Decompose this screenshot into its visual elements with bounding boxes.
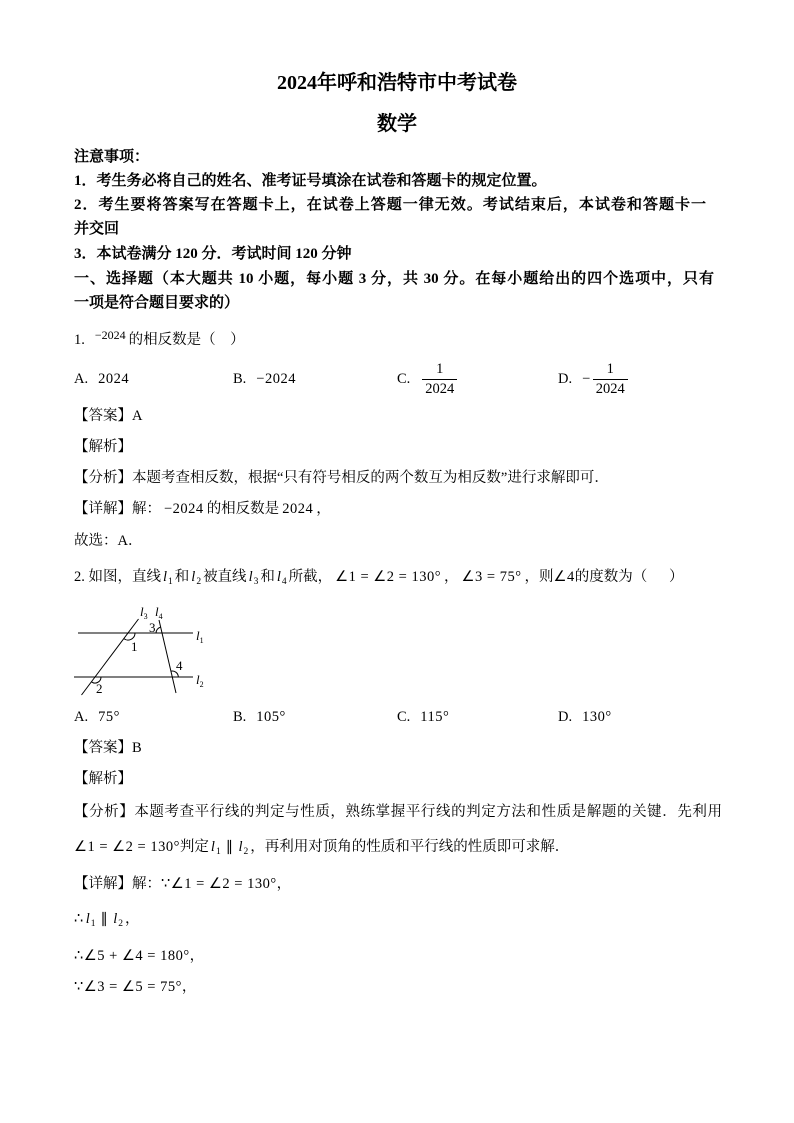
notice-item-2-line-2: 并交回 xyxy=(74,221,120,237)
notice-heading: 注意事项： xyxy=(74,149,150,165)
option-value: 2024 xyxy=(98,370,130,387)
option-value: −2024 xyxy=(256,370,296,387)
q1-conclusion: 故选：A． xyxy=(74,533,143,549)
detail-comma: ， xyxy=(189,948,205,964)
section-heading-line-1: 一、选择题（本大题共 10 小题，每小题 3 分，共 30 分。在每小题给出的四个选项中，只有 xyxy=(74,271,714,287)
detail-equation: ∴∠5 + ∠4 = 180° xyxy=(74,948,190,964)
fraction-numerator: 1 xyxy=(593,362,628,380)
q1-stem xyxy=(74,330,245,350)
q2-detail-line-4 xyxy=(74,977,196,997)
q2-stem-intro: 2. 如图，直线 xyxy=(74,569,161,585)
stem-text: ， xyxy=(444,569,459,585)
option-label: C. xyxy=(397,708,411,725)
detail-comma: ， xyxy=(181,979,197,995)
fraction-denominator: 2024 xyxy=(425,380,455,397)
q1-option-c xyxy=(397,359,457,399)
analysis-text: 判定 xyxy=(179,839,209,855)
detail-comma: ， xyxy=(276,876,292,892)
q1-solution-heading: 【解析】 xyxy=(74,439,132,455)
stem-text: 的度数为（ ） xyxy=(574,569,684,585)
var-l1 xyxy=(86,911,96,927)
fraction-denominator: 2024 xyxy=(595,380,625,397)
var-subscript: 1 xyxy=(168,577,173,587)
option-label: A. xyxy=(74,708,89,725)
parallel-lines-figure xyxy=(70,600,220,700)
angle-label-1: 1 xyxy=(131,639,138,654)
q1-option-b xyxy=(233,359,296,399)
q2-option-d xyxy=(558,707,612,727)
var-subscript: 2 xyxy=(243,847,249,857)
exam-title: 2024年呼和浩特市中考试卷 xyxy=(277,72,517,94)
detail-lead: 【详解】解： xyxy=(74,876,161,892)
var-subscript: 2 xyxy=(118,919,124,929)
detail-comma: ， xyxy=(125,911,140,927)
var-letter: l xyxy=(248,569,253,585)
var-l3 xyxy=(249,569,259,585)
therefore-symbol: ∴ xyxy=(74,911,84,927)
option-value: 130° xyxy=(582,708,612,725)
option-value: 105° xyxy=(256,708,286,725)
var-subscript: 3 xyxy=(253,577,259,587)
var-subscript: 1 xyxy=(215,847,221,857)
label-letter: l xyxy=(155,604,159,619)
var-l4 xyxy=(277,569,287,585)
option-label: B. xyxy=(233,708,247,725)
q2-detail-line-1 xyxy=(74,874,291,894)
detail-equation: ∵∠1 = ∠2 = 130° xyxy=(161,876,277,892)
q2-answer: 【答案】B xyxy=(74,740,142,756)
var-letter: l xyxy=(85,911,90,927)
option-value: 75° xyxy=(98,708,120,725)
q2-option-a xyxy=(74,707,120,727)
fraction-numerator: 1 xyxy=(422,362,457,380)
q2-option-c xyxy=(397,707,449,727)
stem-text: 和 xyxy=(260,569,275,585)
angle-label-3: 3 xyxy=(149,620,156,635)
detail-lead: 【详解】解： xyxy=(74,501,161,517)
detail-comma: ， xyxy=(316,501,331,517)
line-label-l2 xyxy=(196,672,204,689)
label-subscript: 2 xyxy=(199,680,204,689)
q1-detail xyxy=(74,499,331,519)
q1-expression: −2024 xyxy=(94,328,126,342)
line-l4 xyxy=(159,620,176,693)
q1-option-a xyxy=(74,359,129,399)
stem-equation: ∠3 = 75° xyxy=(461,569,522,585)
var-letter: l xyxy=(163,569,168,585)
line-label-l1 xyxy=(196,628,204,645)
label-letter: l xyxy=(196,672,200,687)
line-l3 xyxy=(82,619,139,695)
label-letter: l xyxy=(140,604,144,619)
option-label: C. xyxy=(397,370,411,387)
q1-option-d xyxy=(558,359,628,399)
var-l1 xyxy=(163,569,173,585)
var-letter: l xyxy=(210,839,215,855)
var-letter: l xyxy=(238,839,243,855)
stem-angle: ∠4 xyxy=(553,569,575,585)
angle-label-4: 4 xyxy=(176,658,183,673)
line-label-l3 xyxy=(140,604,148,621)
q2-option-b xyxy=(233,707,286,727)
option-label: D. xyxy=(558,708,573,725)
analysis-text: ，再利用对顶角的性质和平行线的性质即可求解． xyxy=(250,839,570,855)
notice-item-2-line-1: 2．考生要将答案写在答题卡上，在试卷上答题一律无效。考试结束后，本试卷和答题卡一 xyxy=(74,197,706,213)
option-sign: − xyxy=(582,370,591,387)
q1-analysis: 【分析】本题考查相反数，根据“只有符号相反的两个数互为相反数”进行求解即可． xyxy=(74,470,609,486)
var-letter: l xyxy=(276,569,281,585)
detail-expression: −2024 xyxy=(164,501,204,517)
notice-item-1: 1．考生务必将自己的姓名、准考证号填涂在试卷和答题卡的规定位置。 xyxy=(74,173,547,189)
var-l2 xyxy=(191,569,201,585)
q2-solution-heading: 【解析】 xyxy=(74,771,132,787)
var-l2 xyxy=(113,911,123,927)
label-subscript: 3 xyxy=(143,612,148,621)
var-letter: l xyxy=(191,569,196,585)
detail-result: 2024 xyxy=(282,501,314,517)
option-label: B. xyxy=(233,370,247,387)
parallel-symbol: ∥ xyxy=(100,911,109,927)
q1-number: 1. xyxy=(74,332,85,348)
option-value: 115° xyxy=(420,708,450,725)
parallel-symbol: ∥ xyxy=(225,839,234,855)
var-subscript: 2 xyxy=(196,577,202,587)
q1-stem-text: 的相反数是（ ） xyxy=(128,332,245,348)
notice-item-3: 3．本试卷满分 120 分．考试时间 120 分钟 xyxy=(74,246,352,262)
option-label: A. xyxy=(74,370,89,387)
var-l1 xyxy=(211,839,221,855)
angle-3-arc xyxy=(156,627,161,633)
stem-text: 被直线 xyxy=(203,569,247,585)
option-fraction xyxy=(593,362,628,397)
option-label: D. xyxy=(558,370,573,387)
exam-subject: 数学 xyxy=(377,113,417,135)
line-label-l4 xyxy=(155,604,163,621)
stem-text: ，则 xyxy=(524,569,554,585)
var-letter: l xyxy=(113,911,118,927)
detail-equation: ∵∠3 = ∠5 = 75° xyxy=(74,979,182,995)
q2-stem xyxy=(74,567,684,587)
q2-detail-line-3 xyxy=(74,946,204,966)
label-subscript: 1 xyxy=(199,636,204,645)
option-fraction xyxy=(422,362,457,397)
q2-analysis-line-1: 【分析】本题考查平行线的判定与性质，熟练掌握平行线的判定方法和性质是解题的关键．先利用 xyxy=(74,804,722,820)
angle-label-2: 2 xyxy=(96,681,103,696)
q1-answer: 【答案】A xyxy=(74,408,143,424)
var-l2 xyxy=(238,839,248,855)
label-subscript: 4 xyxy=(158,612,163,621)
q2-detail-line-2 xyxy=(74,909,140,929)
var-subscript: 4 xyxy=(281,577,287,587)
label-letter: l xyxy=(196,628,200,643)
stem-text: 所截， xyxy=(288,569,333,585)
var-subscript: 1 xyxy=(90,919,96,929)
section-heading-line-2: 一项是符合题目要求的） xyxy=(74,295,240,311)
q2-analysis-line-2 xyxy=(74,837,569,857)
detail-text: 的相反数是 xyxy=(206,501,280,517)
stem-equation: ∠1 = ∠2 = 130° xyxy=(335,569,442,585)
stem-text: 和 xyxy=(174,569,190,585)
analysis-equation: ∠1 = ∠2 = 130° xyxy=(74,839,180,855)
